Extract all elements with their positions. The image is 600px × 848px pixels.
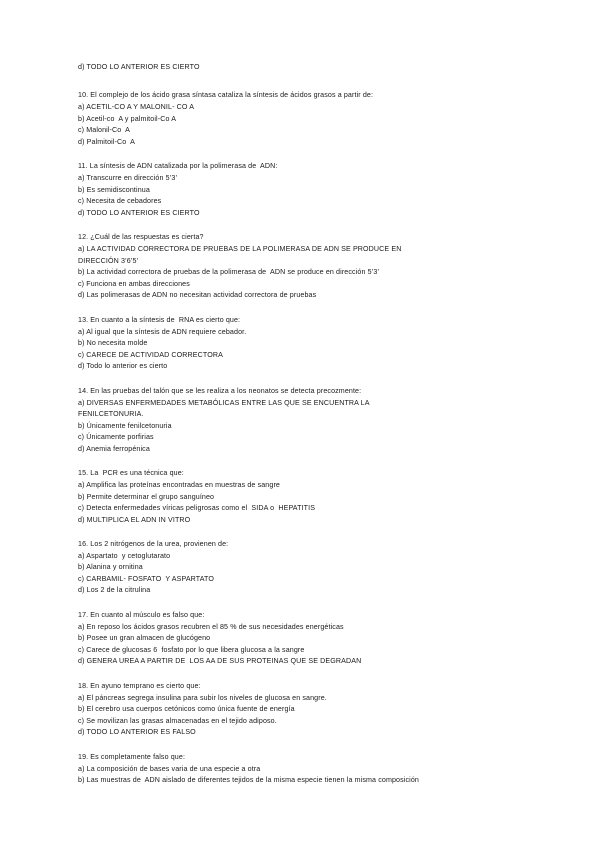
answer-option: d) Anemia ferropénica (78, 444, 150, 453)
answer-option: d) MULTIPLICA EL ADN IN VITRO (78, 515, 191, 524)
question-stem: 11. La síntesis de ADN catalizada por la polimerasa de ADN: (78, 162, 278, 171)
answer-option: a) Transcurre en dirección 5’3’ (78, 174, 178, 183)
answer-option: a) Amplifica las proteínas encontradas en muestras de sangre (78, 481, 280, 490)
answer-option: c) Se movilizan las grasas almacenadas en el tejido adiposo. (78, 716, 277, 725)
answer-option: a) La composición de bases varia de una especie a otra (78, 764, 261, 773)
answer-option: a) El páncreas segrega insulina para subir los niveles de glucosa en sangre. (78, 693, 327, 702)
answer-option: d) TODO LO ANTERIOR ES CIERTO (78, 208, 200, 217)
question-block (78, 610, 528, 668)
answer-option: a) Aspartato y cetoglutarato (78, 551, 171, 560)
question-block (78, 62, 528, 73)
answer-option: a) DIVERSAS ENFERMEDADES METABÓLICAS ENTRE LAS QUE SE ENCUENTRA LA (78, 398, 370, 407)
answer-option: c) CARBAMIL- FOSFATO Y ASPARTATO (78, 574, 215, 583)
answer-option: b) No necesita molde (78, 339, 148, 348)
question-stem: 13. En cuanto a la síntesis de RNA es cierto que: (78, 315, 241, 324)
answer-option: c) Carece de glucosas 6 fosfato por lo que libera glucosa a la sangre (78, 645, 305, 654)
question-stem: 18. En ayuno temprano es cierto que: (78, 681, 201, 690)
answer-option: d) Palmitoil-Co A (78, 137, 135, 146)
answer-option-continuation: FENILCETONURIA. (78, 410, 144, 419)
question-block (78, 752, 528, 787)
answer-option: b) Únicamente fenilcetonuria (78, 421, 172, 430)
question-stem: 15. La PCR es una técnica que: (78, 469, 184, 478)
answer-option: c) Malonil-Co A (78, 126, 130, 135)
question-stem: 12. ¿Cuál de las respuestas es cierta? (78, 233, 204, 242)
answer-option: b) Es semidiscontinua (78, 185, 150, 194)
question-block (78, 90, 528, 148)
answer-option: b) Acetil-co A y palmitoil-Co A (78, 114, 177, 123)
answer-option: c) Necesita de cebadores (78, 197, 162, 206)
question-block (78, 315, 528, 373)
answer-option: d) TODO LO ANTERIOR ES CIERTO (78, 63, 200, 71)
answer-option-continuation: DIRECCIÓN 3’6’5’ (78, 256, 139, 265)
question-stem: 17. En cuanto al músculo es falso que: (78, 610, 205, 619)
answer-option: b) La actividad correctora de pruebas de la polimerasa de ADN se produce en dirección 5’3’ (78, 268, 380, 277)
answer-option: b) Posee un gran almacen de glucógeno (78, 634, 211, 643)
answer-option: d) Las polimerasas de ADN no necesitan actividad correctora de pruebas (78, 291, 317, 300)
question-block (78, 539, 528, 597)
question-stem: 19. Es completamente falso que: (78, 752, 186, 761)
answer-option: c) CARECE DE ACTIVIDAD CORRECTORA (78, 350, 223, 359)
answer-option: b) Las muestras de ADN aislado de diferentes tejidos de la misma especie tienen la misma composición (78, 776, 419, 785)
answer-option: b) Alanina y ornitina (78, 563, 143, 572)
answer-option: c) Funciona en ambas direcciones (78, 279, 190, 288)
answer-option: d) GENERA UREA A PARTIR DE LOS AA DE SUS PROTEINAS QUE SE DEGRADAN (78, 657, 362, 666)
question-block (78, 468, 528, 526)
answer-option: a) En reposo los ácidos grasos recubren el 85 % de sus necesidades energéticas (78, 622, 344, 631)
answer-option: d) Los 2 de la citrulina (78, 586, 151, 595)
answer-option: a) Al igual que la síntesis de ADN requiere cebador. (78, 327, 247, 336)
question-block (78, 386, 528, 455)
answer-option: b) Permite determinar el grupo sanguíneo (78, 492, 215, 501)
question-block (78, 681, 528, 739)
exam-question-list (78, 62, 528, 787)
answer-option: a) ACETIL-CO A Y MALONIL- CO A (78, 103, 195, 112)
question-stem: 14. En las pruebas del talón que se les realiza a los neonatos se detecta precozmente: (78, 386, 362, 395)
answer-option: c) Detecta enfermedades víricas peligrosas como el SIDA o HEPATITIS (78, 504, 316, 513)
answer-option: b) El cerebro usa cuerpos cetónicos como única fuente de energía (78, 705, 295, 714)
answer-option: d) Todo lo anterior es cierto (78, 362, 168, 371)
answer-option: d) TODO LO ANTERIOR ES FALSO (78, 728, 196, 737)
question-stem: 16. Los 2 nitrógenos de la urea, provienen de: (78, 539, 229, 548)
answer-option: a) LA ACTIVIDAD CORRECTORA DE PRUEBAS DE LA POLIMERASA DE ADN SE PRODUCE EN (78, 245, 402, 254)
question-stem: 10. El complejo de los ácido grasa síntasa cataliza la síntesis de ácidos grasos a partir de: (78, 91, 374, 100)
question-block (78, 161, 528, 219)
question-block (78, 232, 528, 301)
answer-option: c) Únicamente porfirias (78, 433, 154, 442)
